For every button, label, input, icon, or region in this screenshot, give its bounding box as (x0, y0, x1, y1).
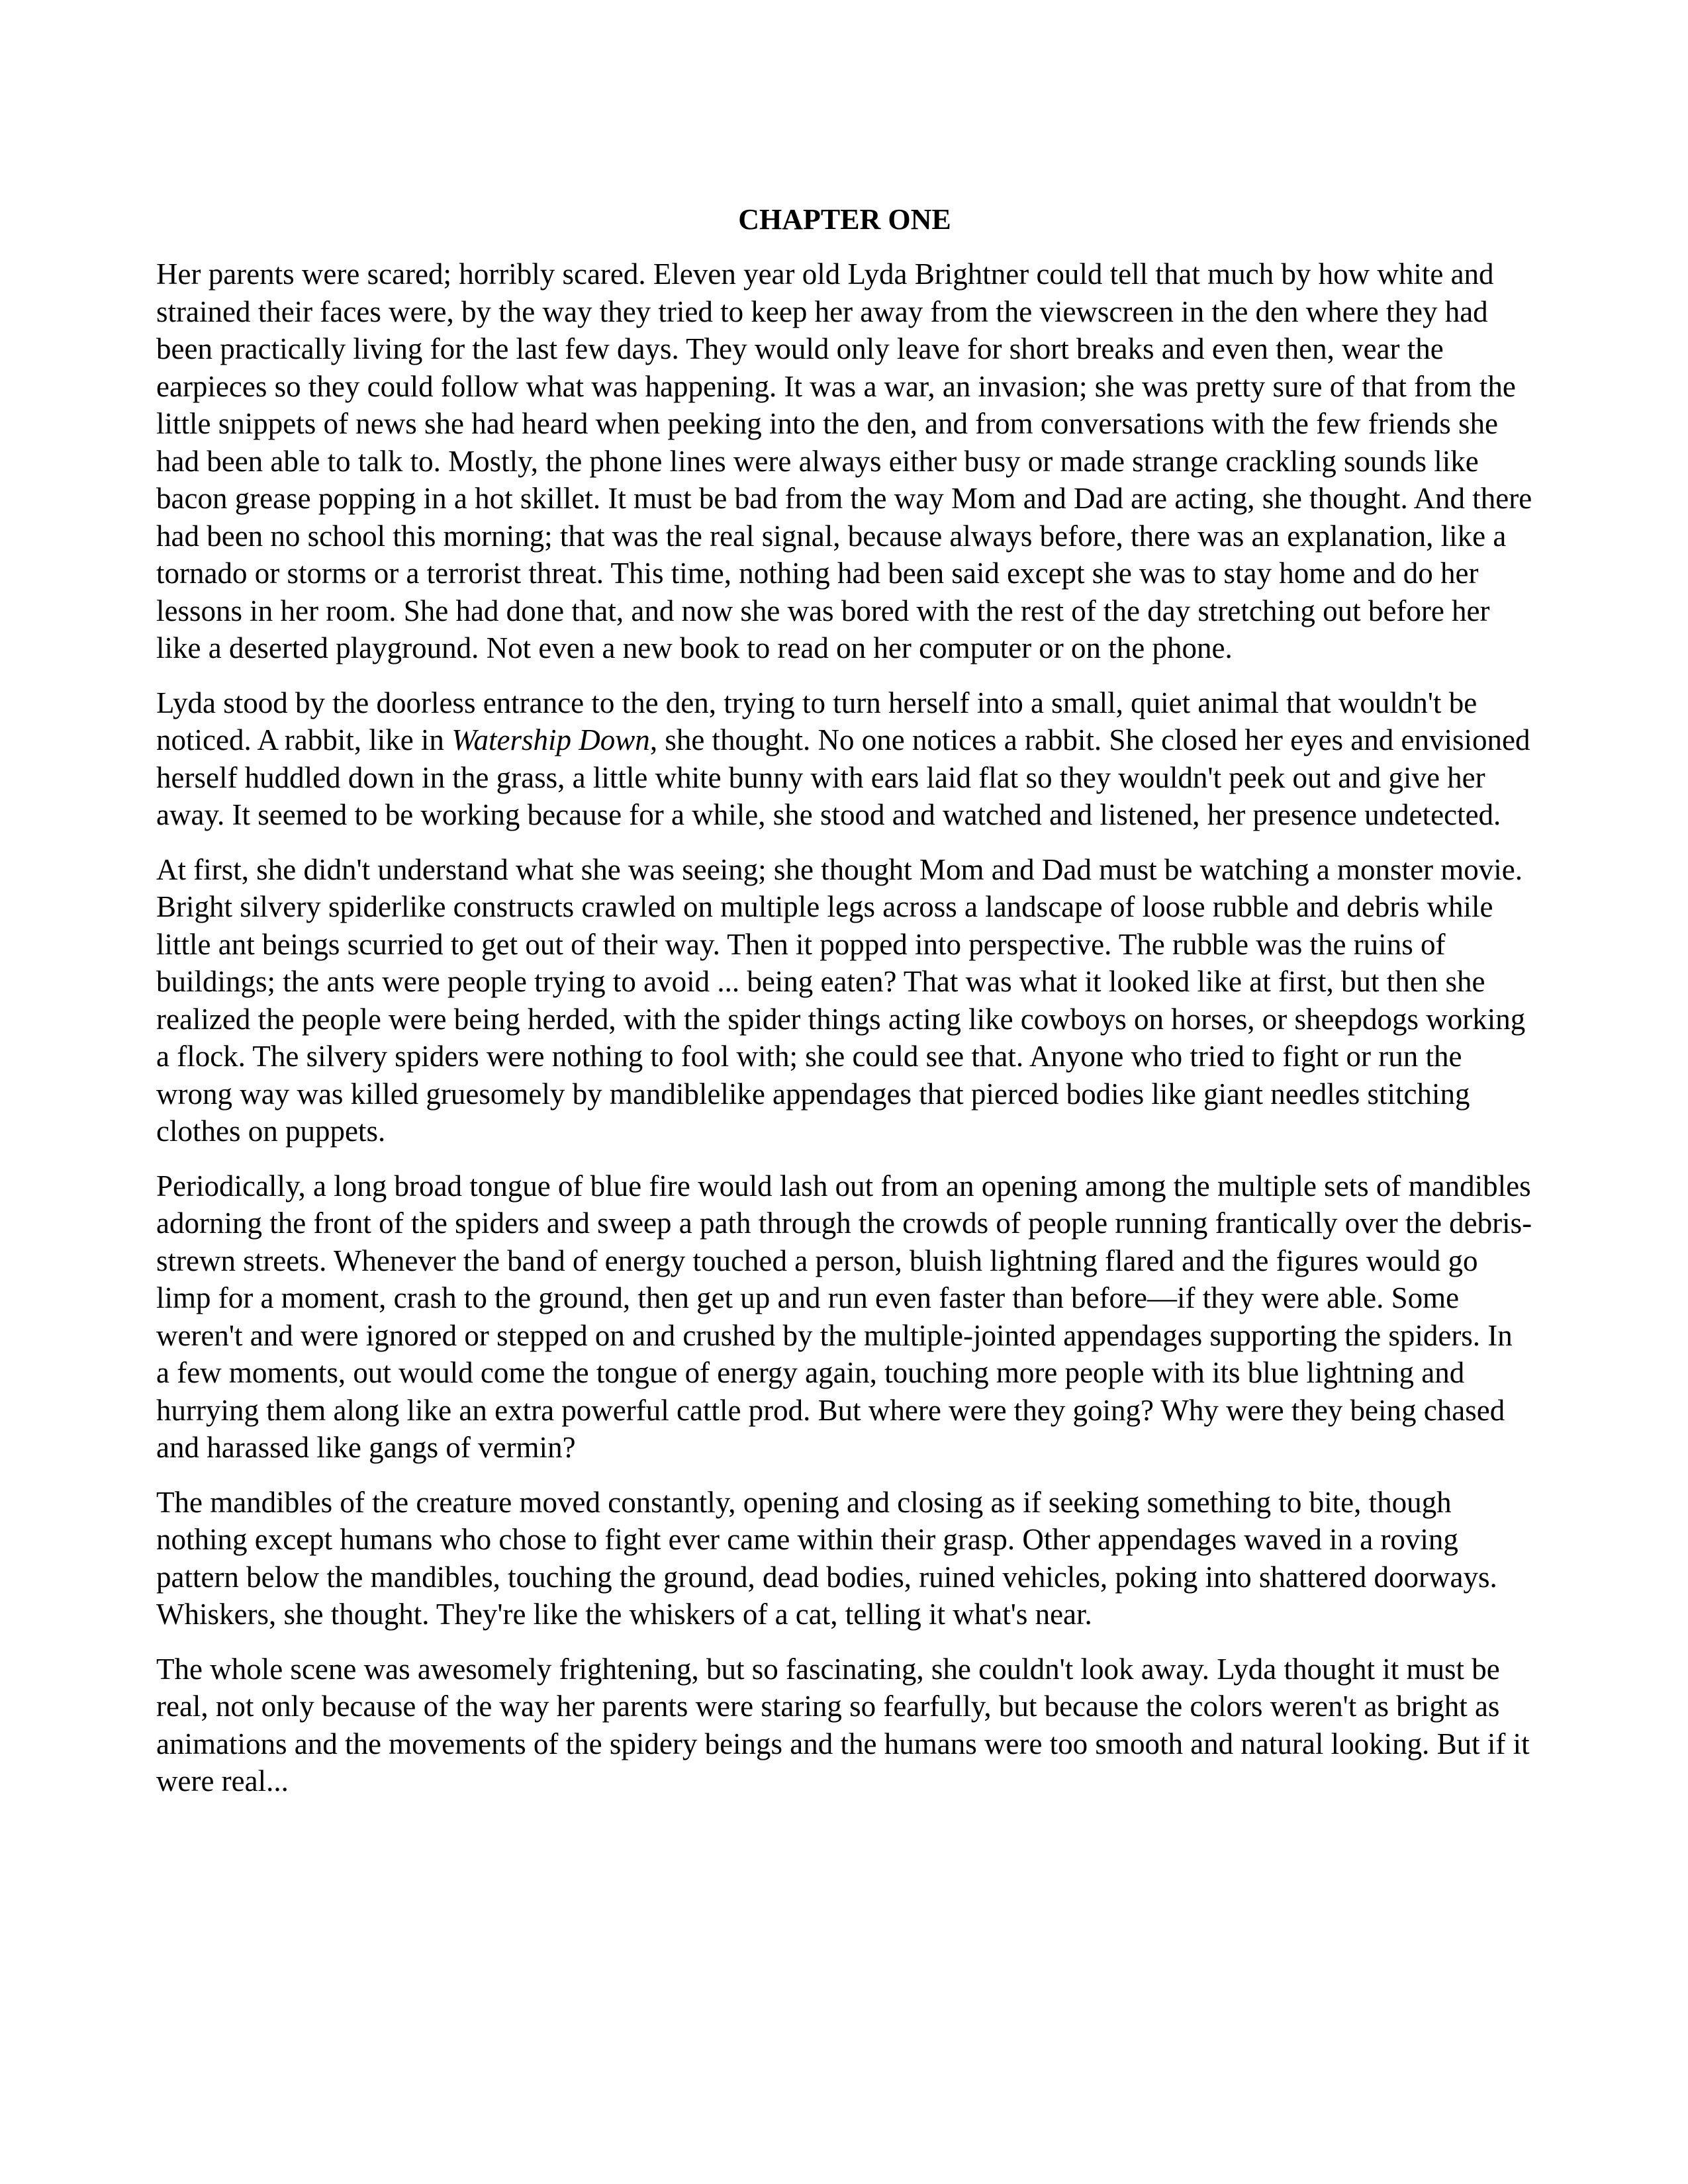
paragraph-2-text-end: , she thought. No one notices a rabbit. She closed her eyes and envisioned herself huddled down in the grass, a little white bunny with ears laid flat so they wouldn't peek out and give her away. It seemed to be working because for a while, she stood and watched and listened, her presence undetected. (156, 723, 1530, 831)
paragraph-4: Periodically, a long broad tongue of blue fire would lash out from an opening among the multiple sets of mandibles adorning the front of the spiders and sweep a path through the crowds of people running frantically over the debris-strewn streets. Whenever the band of energy touched a person, bluish lightning flared and the figures would go limp for a moment, crash to the ground, then get up and run even faster than before—if they were able. Some weren't and were ignored or stepped on and crushed by the multiple-jointed appendages supporting the spiders. In a few moments, out would come the tongue of energy again, touching more people with its blue lightning and hurrying them along like an extra powerful cattle prod. But where were they going? Why were they being chased and harassed like gangs of vermin? (156, 1169, 1532, 1464)
paragraph-6: The whole scene was awesomely frightening, but so fascinating, she couldn't look away. Lyda thought it must be real, not only because of the way her parents were staring so fearfully, but because the colors weren't as bright as animations and the movements of the spidery beings and the humans were too smooth and natural looking. But if it were real... (156, 1652, 1530, 1797)
paragraph-5: The mandibles of the creature moved constantly, opening and closing as if seeking something to bite, though nothing except humans who chose to fight ever came within their grasp. Other appendages waved in a roving pattern below the mandibles, touching the ground, dead bodies, ruined vehicles, poking into shattered doorways. Whiskers, she thought. They're like the whiskers of a cat, telling it what's near. (156, 1485, 1497, 1631)
document-page (156, 199, 1533, 1817)
paragraph-2-text-start: Lyda stood by the doorless entrance to the den, trying to turn herself into a small, quiet animal that wouldn't be noticed. A rabbit, like in (156, 686, 1477, 756)
paragraph-2 (156, 684, 1533, 834)
chapter-title: CHAPTER ONE (738, 203, 951, 236)
paragraph-3: At first, she didn't understand what she was seeing; she thought Mom and Dad must be watching a monster movie. Bright silvery spiderlike constructs crawled on multiple legs across a landscape of loose rubble and debris while little ant beings scurried to get out of their way. Then it popped into perspective. The rubble was the ruins of buildings; the ants were people trying to avoid ... being eaten? That was what it looked like at first, but then she realized the people were being herded, with the spider things acting like cowboys on horses, or sheepdogs working a flock. The silvery spiders were nothing to fool with; she could see that. Anyone who tried to fight or run the wrong way was killed gruesomely by mandiblelike appendages that pierced bodies like giant needles stitching clothes on puppets. (156, 852, 1526, 1148)
book-title-watership-down: Watership Down (451, 723, 650, 756)
paragraph-1: Her parents were scared; horribly scared. Eleven year old Lyda Brightner could tell that much by how white and strained their faces were, by the way they tried to keep her away from the viewscreen in the den where they had been practically living for the last few days. They would only leave for short breaks and even then, wear the earpieces so they could follow what was happening. It was a war, an invasion; she was pretty sure of that from the little snippets of news she had heard when peeking into the den, and from conversations with the few friends she had been able to talk to. Mostly, the phone lines were always either busy or made strange crackling sounds like bacon grease popping in a hot skillet. It must be bad from the way Mom and Dad are acting, she thought. And there had been no school this morning; that was the real signal, because always before, there was an explanation, like a tornado or storms or a terrorist threat. This time, nothing had been said except she was to stay home and do her lessons in her room. She had done that, and now she was bored with the rest of the day stretching out before her like a deserted playground. Not even a new book to read on her computer or on the phone. (156, 257, 1532, 664)
